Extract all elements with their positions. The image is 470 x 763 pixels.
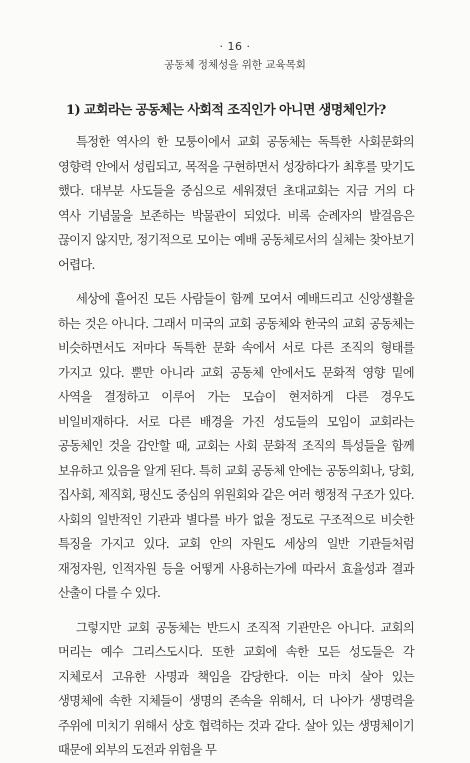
paragraph-1: 특정한 역사의 한 모퉁이에서 교회 공동체는 독특한 사회문화의 영향력 안에서 성립되고, 목적을 구현하면서 성장하다가 최후를 맞기도 했다. 대부분 사도들을 중심으로 세워졌던 초대교회는 지금 거의 다 역사 기념물을 보존하는 박물관이 되었다. 비록 순례자의 발걸음은 끊이지 않지만, 정기적으로 모이는 예배 공동체로서의 실체는 찾아보기 어렵다. xyxy=(58,135,414,272)
paragraph-3: 그렇지만 교회 공동체는 반드시 조직적 기관만은 아니다. 교회의 머리는 예수 그리스도시다. 또한 교회에 속한 모든 성도들은 각 지체로서 고유한 사명과 책임을 감당한다. 이는 마치 살아 있는 생명체에 속한 지체들이 생명의 존속을 위해서, 더 나아가 생명력을 주위에 미치기 위해서 상호 협력하는 것과 같다. 살아 있는 생명체이기 때문에 외부의 도전과 위험을 무 xyxy=(58,620,414,757)
running-head: 공동체 정체성을 위한 교육목회 xyxy=(164,59,306,71)
page-number: · 16 · xyxy=(219,40,251,53)
body-text xyxy=(58,130,414,763)
paragraph-2: 세상에 흩어진 모든 사람들이 함께 모여서 예배드리고 신앙생활을 하는 것은 아니다. 그래서 미국의 교회 공동체와 한국의 교회 공동체는 비슷하면서도 저마다 독특한 문화 속에서 서로 다른 조직의 형태를 가지고 있다. 뿐만 아니라 교회 공동체 안에서도 문화적 영향 밑에 사역을 결정하고 이루어 가는 모습이 현저하게 다른 경우도 비일비재하다. 서로 다른 배경을 가진 성도들의 모임이 교회라는 공동체인 것을 감안할 때, 교회는 사회 문화적 조직의 특성들을 함께 보유하고 있음을 알게 된다. 특히 교회 공동체 안에는 공동의회나, 당회, 집사회, 제직회, 평신도 중심의 위원회와 같은 여러 행정적 구조가 있다. 사회의 일반적인 기관과 별다를 바가 없을 정도로 구조적으로 비슷한 특징을 가지고 있다. 교회 안의 자원도 세상의 일반 기관들처럼 재정자원, 인적자원 등을 어떻게 사용하는가에 따라서 효율성과 결과 산출이 다를 수 있다. xyxy=(58,292,414,600)
section-heading: 1) 교회라는 공동체는 사회적 조직인가 아니면 생명체인가? xyxy=(66,103,386,118)
